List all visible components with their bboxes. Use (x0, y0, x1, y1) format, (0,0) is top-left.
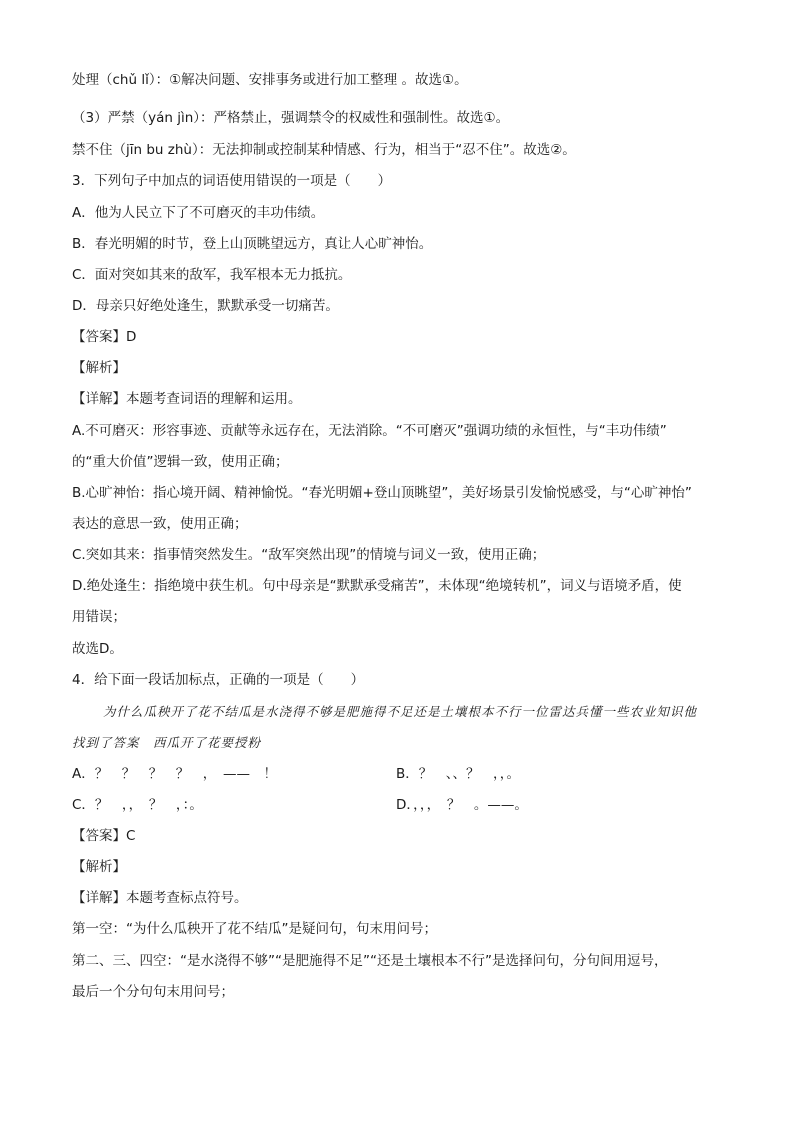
text-line: 表达的意思一致，使用正确； (72, 516, 248, 532)
text-line: 处理（chǔ lǐ）：①解决问题、安排事务或进行加工整理 。故选①。 (72, 72, 468, 88)
detail-label: 【详解】本题考查词语的理解和运用。 (72, 391, 302, 407)
analysis-label: 【解析】 (72, 859, 126, 875)
option-d: D．，，， ？ 。——。 (396, 797, 528, 813)
text-line: 禁不住（jīn bu zhù）：无法抑制或控制某种情感、行为，相当于“忍不住”。故选②。 (72, 142, 576, 158)
text-line: C.突如其来：指事情突然发生。“敌军突然出现”的情境与词义一致，使用正确； (72, 547, 546, 563)
option-d: D．母亲只好绝处逢生，默默承受一切痛苦。 (72, 298, 339, 314)
text-line: 用错误； (72, 609, 126, 625)
text-line: D.绝处逢生：指绝境中获生机。句中母亲是“默默承受痛苦”，未体现“绝境转机”，词义与语境矛盾，使 (72, 578, 682, 594)
option-b: B．？ 、、？ ，，。 (396, 766, 521, 782)
handwritten-passage-line: 为什么瓜秧开了花不结瓜是水浇得不够是肥施得不足还是土壤根本不行一位雷达兵懂一些农业知识他 (103, 704, 698, 719)
text-line: 第二、三、四空：“是水浇得不够”“是肥施得不足”“还是土壤根本不行”是选择问句，分句间用逗号， (72, 953, 668, 969)
answer-label: 【答案】D (72, 329, 137, 345)
text-line: 最后一个分句句末用问号； (72, 984, 234, 1000)
detail-label: 【详解】本题考查标点符号。 (72, 890, 248, 906)
handwritten-passage-line: 找到了答案 西瓜开了花要授粉 (72, 735, 262, 750)
text-line: A.不可磨灭：形容事迹、贡献等永远存在，无法消除。“不可磨灭”强调功绩的永恒性，与“丰功伟绩” (72, 423, 667, 439)
text-line: （3）严禁（yán jìn）：严格禁止，强调禁令的权威性和强制性。故选①。 (72, 110, 510, 126)
option-a: A．他为人民立下了不可磨灭的丰功伟绩。 (72, 205, 325, 221)
option-c: C．面对突如其来的敌军，我军根本无力抵抗。 (72, 267, 352, 283)
analysis-label: 【解析】 (72, 360, 126, 376)
question-4: 4．给下面一段话加标点，正确的一项是（ ） (72, 672, 365, 688)
text-line: 的“重大价值”逻辑一致，使用正确； (72, 454, 289, 470)
text-line: B.心旷神怡：指心境开阔、精神愉悦。“春光明媚+登山顶眺望”，美好场景引发愉悦感受，与“心旷神怡” (72, 485, 692, 501)
text-line: 故选D。 (72, 641, 123, 657)
question-3: 3．下列句子中加点的词语使用错误的一项是（ ） (72, 173, 392, 189)
option-c: C．？ ，， ？ ，：。 (72, 797, 203, 813)
option-a: A．？ ？ ？ ？ ， —— ！ (72, 766, 277, 782)
text-line: 第一空：“为什么瓜秧开了花不结瓜”是疑问句，句末用问号； (72, 921, 437, 937)
answer-label: 【答案】C (72, 828, 136, 844)
option-b: B．春光明媚的时节，登上山顶眺望远方，真让人心旷神怡。 (72, 236, 433, 252)
